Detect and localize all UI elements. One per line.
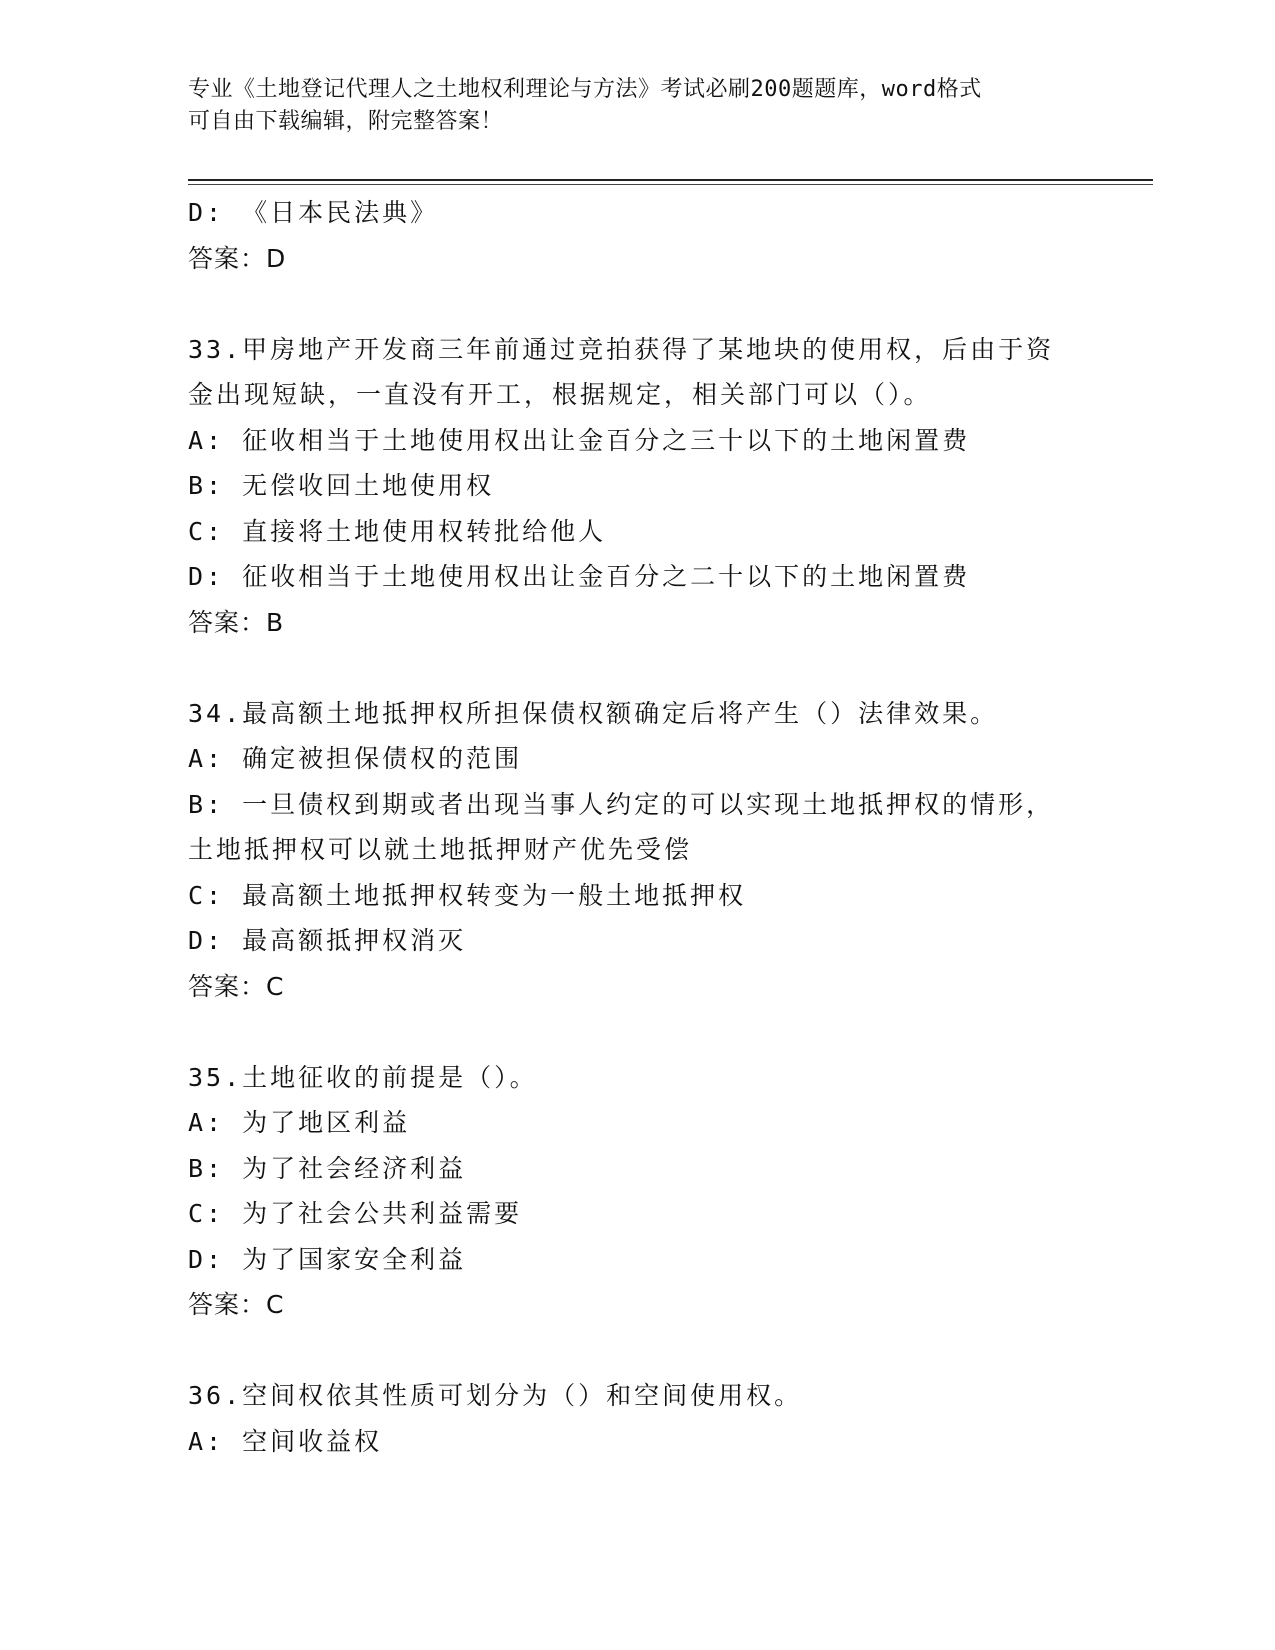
question-stem: 36.空间权依其性质可划分为（）和空间使用权。 xyxy=(188,1381,803,1410)
document-header xyxy=(188,74,1088,138)
option-c: C: 直接将土地使用权转批给他人 xyxy=(188,516,607,546)
header-line-2: 可自由下载编辑，附完整答案！ xyxy=(188,109,504,134)
question-35 xyxy=(188,1055,1153,1328)
option-b: B: 一旦债权到期或者出现当事人约定的可以实现土地抵押权的情形， xyxy=(188,789,1055,819)
option-b-continued: 土地抵押权可以就土地抵押财产优先受偿 xyxy=(188,835,693,864)
question-34 xyxy=(188,691,1153,1010)
option-b: B: 无偿收回土地使用权 xyxy=(188,471,495,500)
option-a: A: 确定被担保债权的范围 xyxy=(188,744,523,773)
answer-line: 答案：C xyxy=(188,971,285,1001)
option-b: B: 为了社会经济利益 xyxy=(188,1153,467,1183)
spacer xyxy=(188,281,1153,327)
spacer xyxy=(188,1328,1153,1374)
question-stem: 金出现短缺，一直没有开工，根据规定，相关部门可以（）。 xyxy=(188,380,932,409)
question-33 xyxy=(188,327,1153,646)
answer-line: 答案：B xyxy=(188,607,285,637)
spacer xyxy=(188,1009,1153,1055)
answer-line: 答案：D xyxy=(188,243,287,273)
option-c: C: 为了社会公共利益需要 xyxy=(188,1199,523,1228)
answer-line: 答案：C xyxy=(188,1290,285,1319)
option-d: D: 最高额抵押权消灭 xyxy=(188,926,467,955)
question-stem: 34.最高额土地抵押权所担保债权额确定后将产生（）法律效果。 xyxy=(188,698,999,728)
option-d: D: 征收相当于土地使用权出让金百分之二十以下的土地闲置费 xyxy=(188,562,971,591)
question-stem: 35.土地征收的前提是（）。 xyxy=(188,1062,538,1092)
header-rule-thin xyxy=(188,184,1153,185)
option-d: D: 《日本民法典》 xyxy=(188,198,439,227)
question-content xyxy=(188,190,1153,1464)
option-d: D: 为了国家安全利益 xyxy=(188,1244,467,1274)
option-a: A: 征收相当于土地使用权出让金百分之三十以下的土地闲置费 xyxy=(188,425,971,455)
spacer xyxy=(188,645,1153,691)
header-line-1: 专业《土地登记代理人之土地权利理论与方法》考试必刷200题题库，word格式 xyxy=(188,77,982,102)
header-rule-thick xyxy=(188,179,1153,181)
question-36 xyxy=(188,1373,1153,1464)
option-c: C: 最高额土地抵押权转变为一般土地抵押权 xyxy=(188,880,747,910)
option-a: A: 空间收益权 xyxy=(188,1426,383,1456)
question-stem: 33.甲房地产开发商三年前通过竞拍获得了某地块的使用权，后由于资 xyxy=(188,334,1055,364)
option-a: A: 为了地区利益 xyxy=(188,1108,411,1137)
